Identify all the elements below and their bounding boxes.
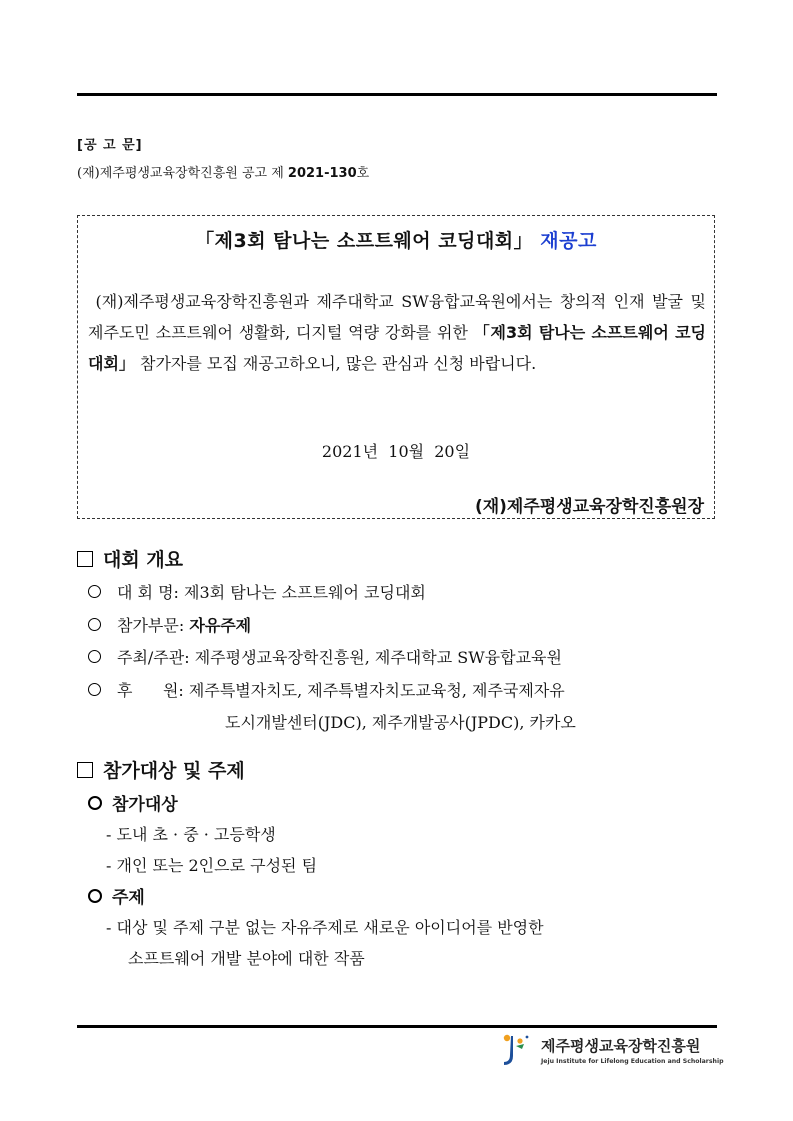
section-target-title (77, 756, 245, 783)
topic-line-1: - 대상 및 주제 구분 없는 자유주제로 새로운 아이디어를 반영한 (106, 918, 544, 937)
target-item: - 개인 또는 2인으로 구성된 팀 (106, 856, 318, 875)
notice-body-2: 참가자를 모집 재공고하오니, 많은 관심과 신청 바랍니다. (134, 354, 537, 373)
overview-item-host (88, 645, 562, 668)
circle-bullet-icon (88, 796, 102, 810)
footer-org-name-en: Jeju Institute for Lifelong Education and Scholarship (541, 1058, 724, 1065)
bottom-rule (77, 1025, 717, 1028)
item-label: 후 원: (117, 681, 189, 700)
notice-number-line (77, 162, 369, 181)
section-overview-label: 대회 개요 (103, 549, 184, 571)
sub-target-title (88, 790, 178, 815)
section-overview-title (77, 545, 183, 572)
circle-bullet-icon (88, 618, 101, 631)
circle-bullet-icon (88, 585, 101, 598)
notice-prefix: (재)제주평생교육장학진흥원 공고 제 (77, 166, 288, 181)
sub-topic-title (88, 883, 145, 908)
sub-target-label: 참가대상 (112, 795, 178, 815)
notice-body-1: (재)제주평생교육장학진흥원과 제주대학교 SW융합교육원에서는 창의적 인재 발굴 및 제주도민 소프트웨어 생활화, 디지털 역량 강화를 위한 (88, 292, 706, 342)
item-label: 주최/주관: (117, 648, 195, 667)
notice-suffix: 호 (356, 166, 370, 181)
notice-title (78, 226, 714, 253)
overview-item-name (88, 580, 426, 603)
sub-topic-label: 주제 (112, 888, 145, 908)
section-target-label: 참가대상 및 주제 (103, 760, 245, 782)
notice-title-main: 「제3회 탐나는 소프트웨어 코딩대회」 (195, 230, 534, 252)
circle-bullet-icon (88, 650, 101, 663)
notice-date: 2021년 10월 20일 (321, 442, 471, 461)
item-value: 자유주제 (189, 616, 252, 635)
notice-signature: (재)제주평생교육장학진흥원장 (474, 497, 704, 517)
target-item: - 도내 초 · 중 · 고등학생 (106, 825, 276, 844)
square-bullet-icon (77, 762, 93, 778)
circle-bullet-icon (88, 683, 101, 696)
item-value: 제3회 탐나는 소프트웨어 코딩대회 (184, 583, 426, 602)
notice-title-accent: 재공고 (533, 230, 597, 252)
circle-bullet-icon (88, 889, 102, 903)
overview-item-category (88, 613, 251, 636)
topic-line-2: 소프트웨어 개발 분야에 대한 작품 (128, 949, 365, 968)
notice-body-bold: 「제3회 탐나는 소프트웨어 코딩대회」 (88, 323, 706, 373)
notice-label: [공 고 문] (77, 138, 143, 153)
overview-item-sponsor (88, 678, 565, 701)
notice-box (77, 215, 715, 519)
item-label: 참가부문: (117, 616, 190, 635)
item-value: 제주특별자치도, 제주특별자치도교육청, 제주국제자유 (188, 681, 565, 700)
top-rule (77, 93, 717, 96)
item-value: 제주평생교육장학진흥원, 제주대학교 SW융합교육원 (194, 648, 562, 667)
square-bullet-icon (77, 551, 93, 567)
overview-item-sponsor-cont: 도시개발센터(JDC), 제주개발공사(JPDC), 카카오 (225, 713, 576, 732)
jeju-institute-logo-icon (498, 1032, 538, 1068)
notice-number: 2021-130 (287, 166, 357, 181)
notice-body (88, 286, 706, 379)
footer-org-name: 제주평생교육장학진흥원 (541, 1037, 701, 1055)
item-label: 대 회 명: (117, 583, 185, 602)
